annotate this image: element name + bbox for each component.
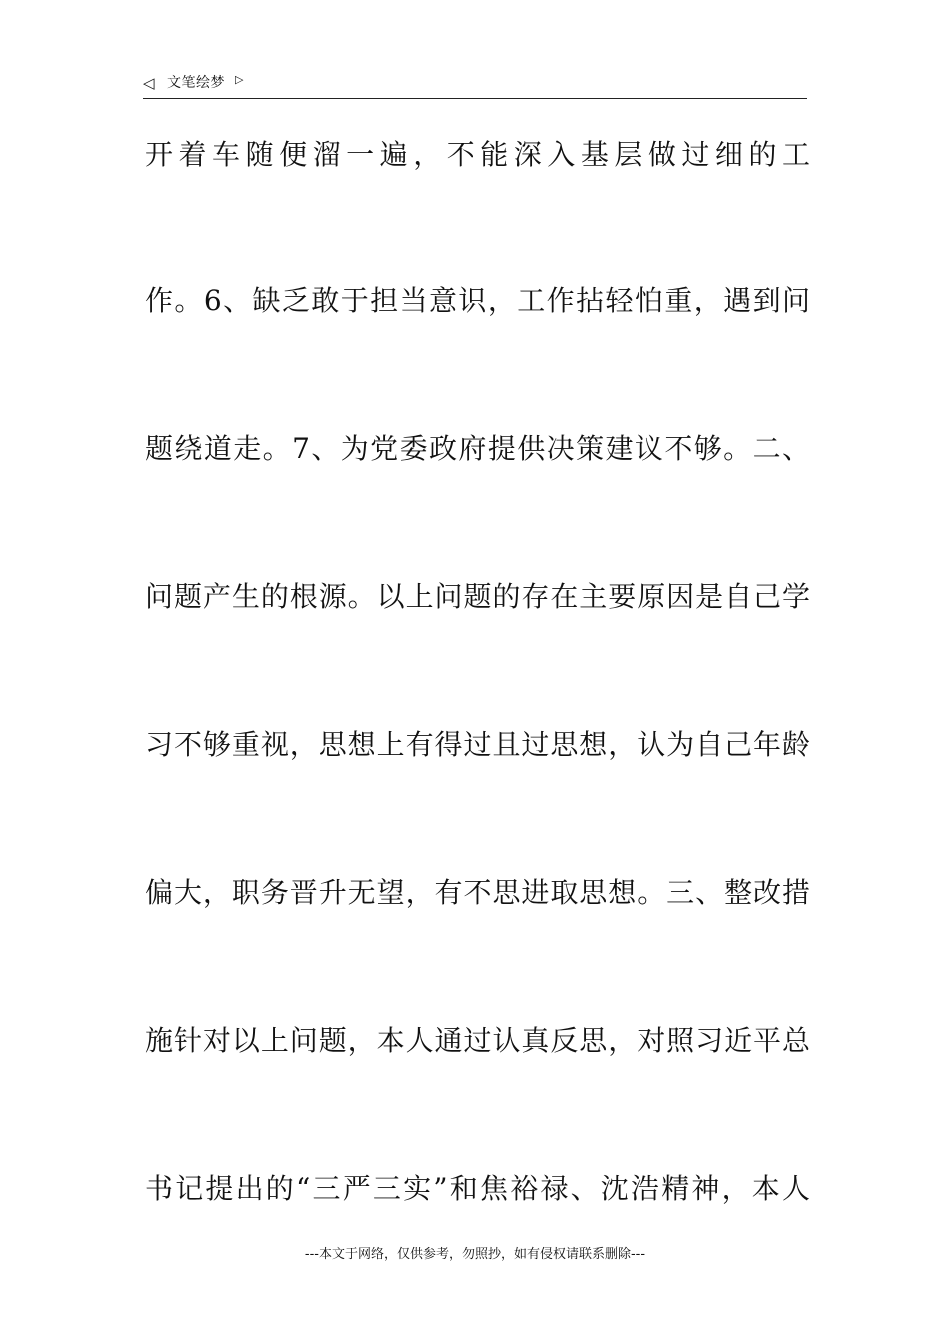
text-line: 开着车随便溜一遍，不能深入基层做过细的工 xyxy=(145,138,810,171)
text-line: 偏大，职务晋升无望，有不思进取思想。三、整改措 xyxy=(145,876,810,909)
text-line: 书记提出的“三严三实”和焦裕禄、沈浩精神，本人 xyxy=(145,1172,810,1205)
footer-disclaimer: ---本文于网络，仅供参考，勿照抄，如有侵权请联系删除--- xyxy=(304,1247,646,1262)
text-line: 习不够重视，思想上有得过且过思想，认为自己年龄 xyxy=(145,728,810,761)
left-triangle-icon: ◁ xyxy=(143,74,155,92)
right-triangle-icon: ▷ xyxy=(235,73,244,86)
text-line: 问题产生的根源。以上问题的存在主要原因是自己学 xyxy=(145,580,810,613)
page-header xyxy=(143,72,807,99)
text-line: 作。6、缺乏敢于担当意识，工作拈轻怕重，遇到问 xyxy=(145,284,810,317)
text-line: 施针对以上问题，本人通过认真反思，对照习近平总 xyxy=(145,1024,810,1057)
header-title: 文笔绘梦 xyxy=(167,75,225,91)
text-line: 题绕道走。7、为党委政府提供决策建议不够。二、 xyxy=(145,432,810,465)
